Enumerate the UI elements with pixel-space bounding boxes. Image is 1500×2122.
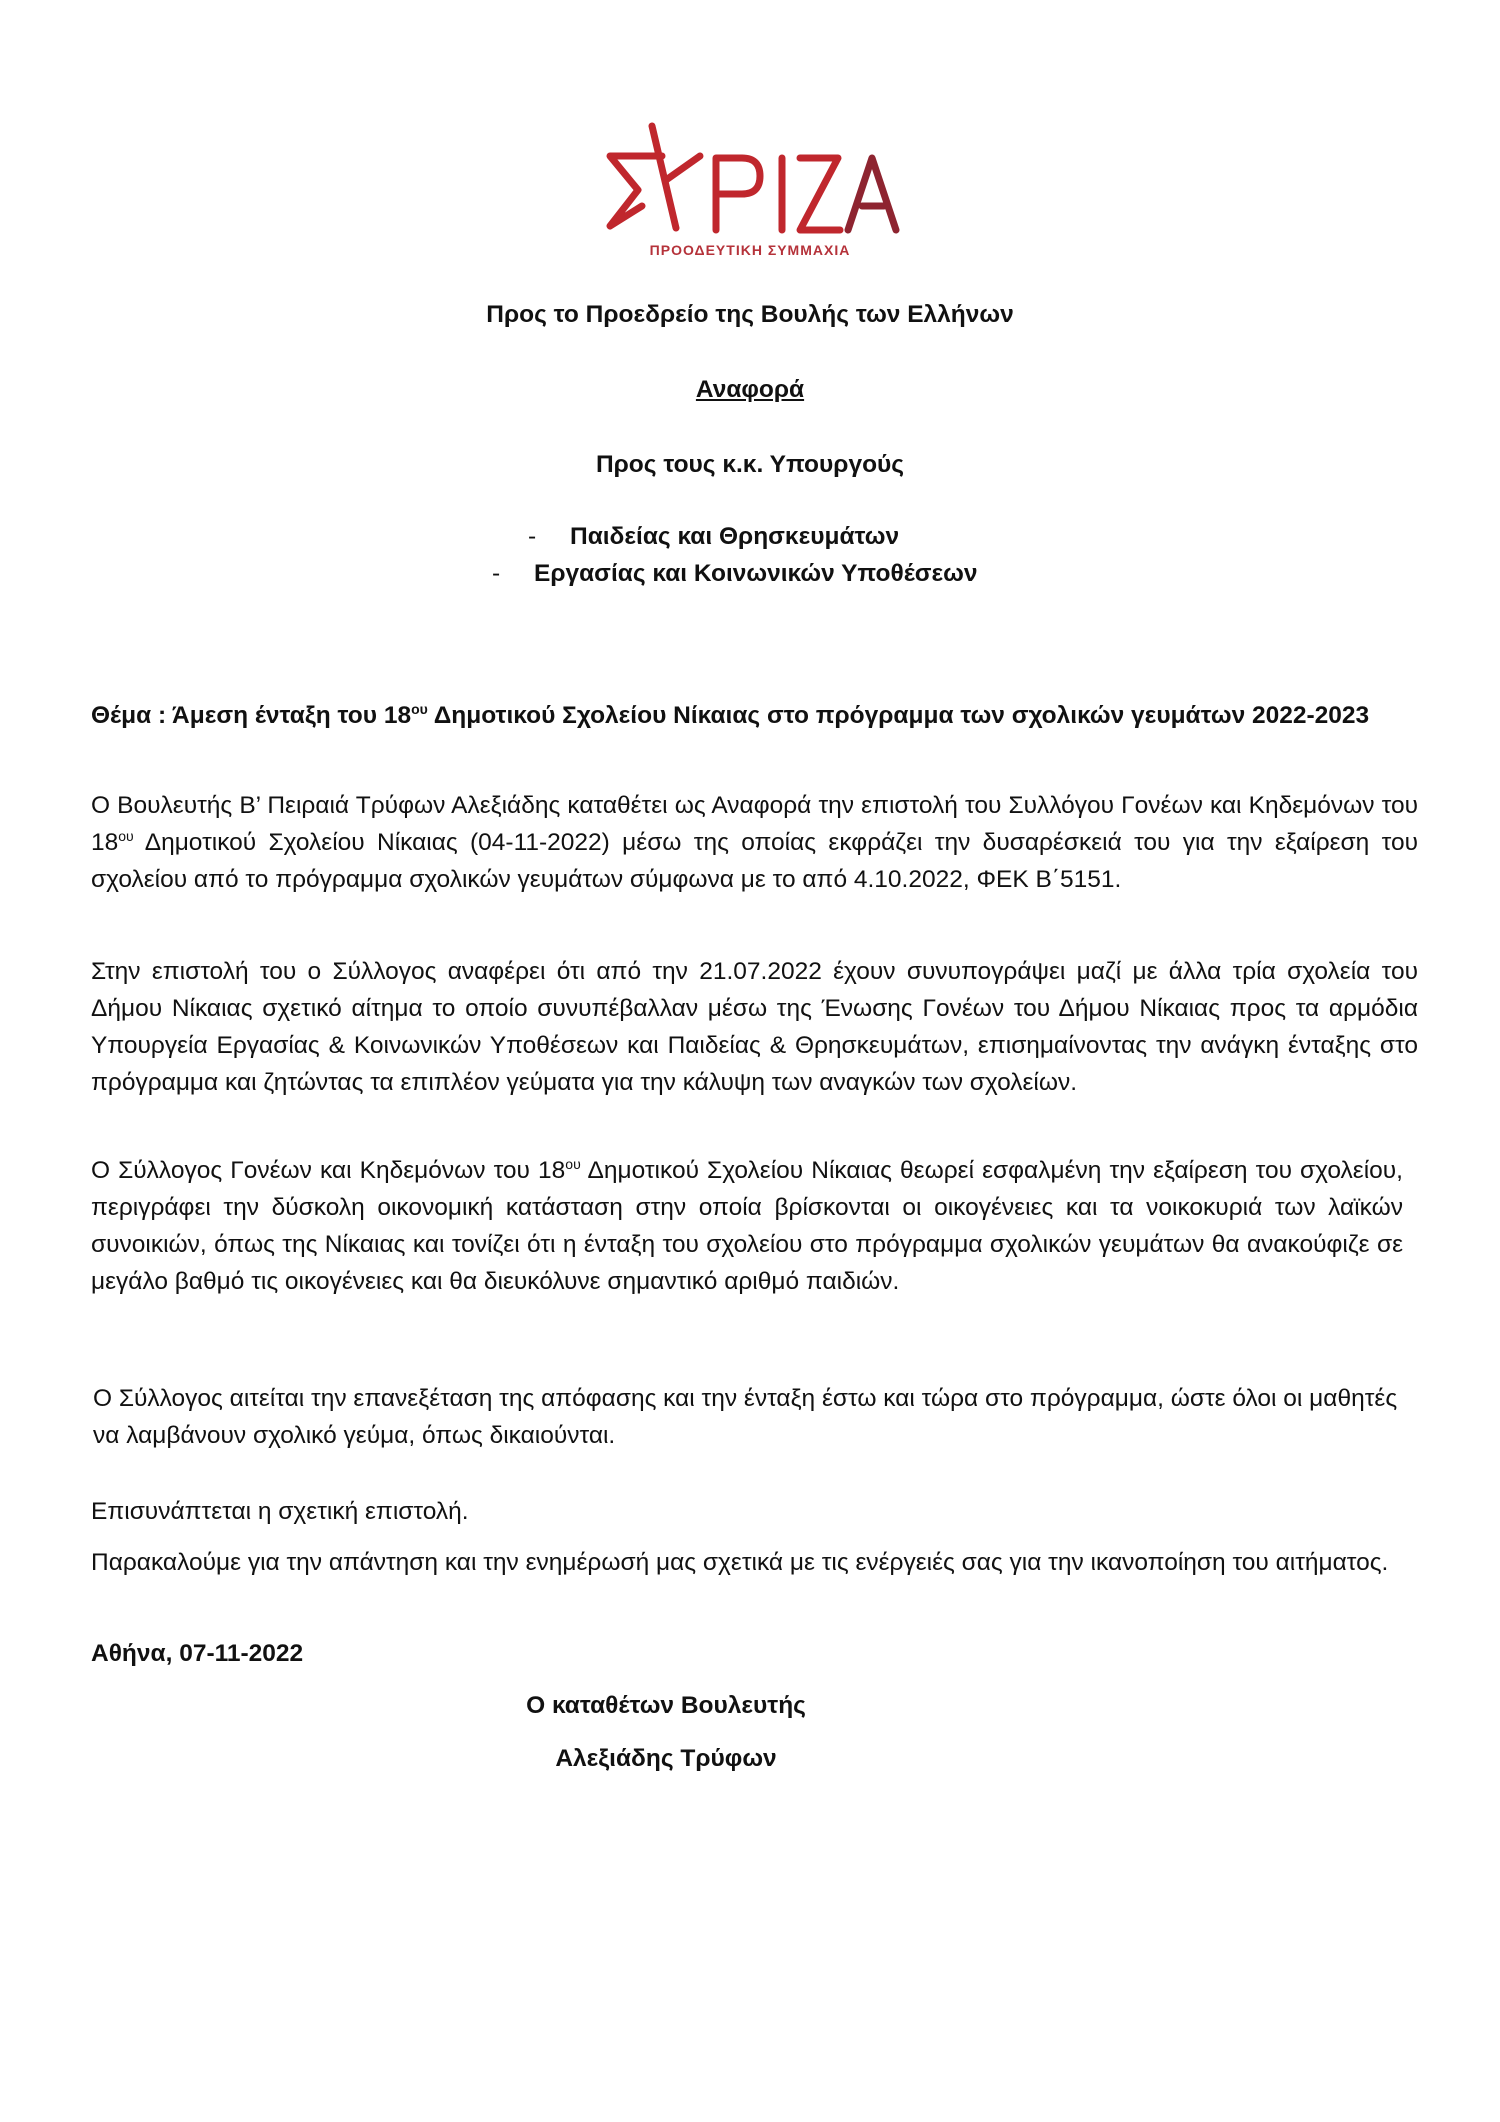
document-type: Αναφορά	[695, 376, 805, 403]
request-paragraph: Παρακαλούμε για την απάντηση και την ενημέρωσή μας σχετικά με τις ενέργειές σας για την ικανοποίηση του αιτήματος.	[91, 1549, 1389, 1576]
svg-text:ΠΡΟΟΔΕΥΤΙΚΗ ΣΥΜΜΑΧΙΑ: ΠΡΟΟΔΕΥΤΙΚΗ ΣΥΜΜΑΧΙΑ	[649, 242, 851, 258]
paragraph-4: Ο Σύλλογος αιτείται την επανεξέταση της απόφασης και την ένταξη έστω και τώρα στο πρόγραμμα, ώστε όλοι οι μαθητές να λαμβάνουν σχολικό γεύμα, όπως δικαιούνται.	[93, 1385, 1398, 1449]
ministry-item: - Παιδείας και Θρησκευμάτων	[528, 523, 900, 550]
ministry-item: - Εργασίας και Κοινωνικών Υποθέσεων	[492, 560, 978, 587]
addressee: Προς το Προεδρείο της Βουλής των Ελλήνων	[486, 301, 1014, 328]
signatory-role: Ο καταθέτων Βουλευτής	[526, 1692, 806, 1719]
place-date: Αθήνα, 07-11-2022	[91, 1640, 304, 1667]
paragraph-1: Ο Βουλευτής Β’ Πειραιά Τρύφων Αλεξιάδης καταθέτει ως Αναφορά την επιστολή του Συλλόγου Γονέων και Κηδεμόνων του $18^{o\upsilon}$ Δημοτικού Σχολείου Νίκαιας (04-11-2022) μέσω της οποίας εκφράζει την δυσαρέσκειά του για την εξαίρεση του σχολείου από το πρόγραμμα σχολικών γευμάτων σύμφωνα με το από 4.10.2022, ΦΕΚ Β΄5151.	[91, 792, 1418, 893]
ministers-intro: Προς τους κ.κ. Υπουργούς	[595, 451, 905, 478]
paragraph-2: Στην επιστολή του ο Σύλλογος αναφέρει ότι από την 21.07.2022 έχουν συνυπογράψει μαζί με άλλα τρία σχολεία του Δήμου Νίκαιας σχετικό αίτημα το οποίο συνυπέβαλλαν μέσω της Ένωσης Γονέων του Δήμου Νίκαιας προς τα αρμόδια Υπουργεία Εργασίας & Κοινωνικών Υποθέσεων και Παιδείας & Θρησκευμάτων, επισημαίνοντας την ανάγκη ένταξης στο πρόγραμμα και ζητώντας τα επιπλέον γεύματα για την κάλυψη των αναγκών των σχολείων.	[91, 958, 1418, 1096]
syriza-logo	[600, 118, 900, 258]
attachment-note: Επισυνάπτεται η σχετική επιστολή.	[91, 1498, 469, 1525]
subject: Θέμα : Άμεση ένταξη του $18^{o\upsilon}$ Δημοτικού Σχολείου Νίκαιας στο πρόγραμμα των σχολικών γευμάτων 2022-2023	[91, 700, 1370, 729]
paragraph-3: Ο Σύλλογος Γονέων και Κηδεμόνων του $18^{o\upsilon}$ Δημοτικού Σχολείου Νίκαιας θεωρεί εσφαλμένη την εξαίρεση του σχολείου, περιγράφει την δύσκολη οικονομική κατάσταση στην οποία βρίσκονται οι οικογένειες και τα νοικοκυριά των λαϊκών συνοικιών, όπως της Νίκαιας και τονίζει ότι η ένταξη του σχολείου στο πρόγραμμα σχολικών γευμάτων θα ανακούφιζε σε μεγάλο βαθμό τις οικογένειες και θα διευκόλυνε σημαντικό αριθμό παιδιών.	[91, 1155, 1403, 1295]
signatory-name: Αλεξιάδης Τρύφων	[555, 1745, 777, 1772]
